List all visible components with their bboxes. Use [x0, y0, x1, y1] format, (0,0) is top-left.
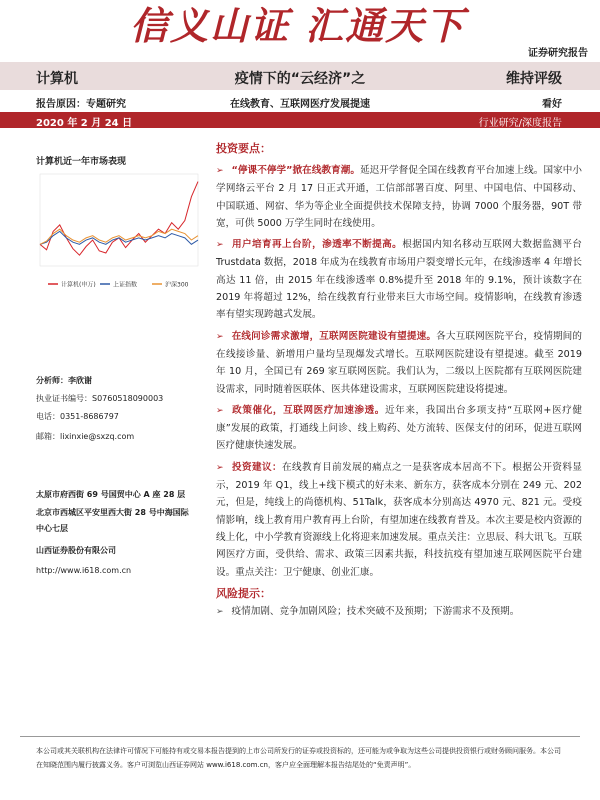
report-type-label: 证券研究报告 — [528, 48, 588, 59]
series-line-2 — [40, 229, 198, 244]
bullet-highlight: 政策催化，互联网医疗加速渗透。 — [231, 404, 385, 416]
disclaimer-text: 本公司或其关联机构在法律许可情况下可能持有或交易本报告提到的上市公司所发行的证券或投资标的，还可能为或争取为这些公司提供投资银行或财务顾问服务。本公司在知晓范围内履行披露义务。客户可浏览山西证券网站 www.i618.com.cn，客户应全面理解本报告结尾处的“免责声明”。 — [36, 747, 561, 769]
legend-label-0: 计算机(申万) — [61, 281, 96, 289]
bullet-highlight: 投资建议： — [231, 461, 283, 473]
doc-type-label: 行业研究/深度报告 — [478, 118, 562, 129]
address-beijing: 北京市西城区平安里西大街 28 号中海国际中心七层 — [36, 508, 189, 533]
bullet-text: 在线教育目前发展的痛点之一是获客成本居高不下。根据公开资料显示，2019 年 Q1，线上+线下模式的好未来、新东方，获客成本分别在 249 元、202 元，但是，纯线上的尚德机构、51Talk，获客成本分别高达 4970 元、821 元。受疫情影响，线上教育用户教育再上台阶，有望加速在线教育普及。本次主要是校内资源的线上化，中小学教育资源线上化将迎来加速发展。重点关注：立思辰、科大讯飞。互联网医疗方面，受供给、需求、政策三因素共振，科技抗疫有望加速互联网医院平台建设。重点关注：卫宁健康、创业汇康。 — [216, 461, 582, 578]
risk-text: 疫情加剧、竞争加剧风险；技术突破不及预期；下游需求不及预期。 — [231, 605, 520, 617]
analyst-name: 分析师：李欣谢 — [36, 376, 92, 385]
arrow-icon: ➢ — [216, 331, 224, 342]
bullet-point — [216, 459, 582, 581]
rating-label: 维持评级 — [506, 71, 562, 87]
risk-title: 风险提示： — [216, 586, 271, 600]
report-date: 2020 年 2 月 24 日 — [36, 118, 133, 129]
chart-title: 计算机近一年市场表现 — [36, 157, 127, 167]
arrow-icon: ➢ — [216, 405, 224, 416]
series-line-0 — [40, 182, 198, 256]
outlook-label: 看好 — [542, 99, 562, 110]
bullet-point — [216, 402, 582, 455]
legend-label-2: 沪深300 — [165, 281, 189, 289]
report-reason: 报告原因：专题研究 — [36, 99, 126, 110]
bullet-text: 近年来，我国出台多项支持“互联网+医疗健康”发展的政策，打通线上问诊、线上购药、处方流转、医保支付的闭环，促进互联网医疗健康快速发展。 — [216, 404, 582, 452]
arrow-icon: ➢ — [216, 462, 224, 473]
key-points-title: 投资要点： — [216, 142, 271, 155]
footer-divider — [20, 736, 580, 737]
report-title: 疫情下的“云经济”之 — [234, 71, 366, 87]
market-performance-chart — [34, 166, 204, 296]
company-name: 山西证券股份有限公司 — [36, 546, 116, 555]
email-address: 邮箱：lixinxie@sxzq.com — [36, 432, 135, 441]
certificate-number: 执业证书编号：S0760518090003 — [36, 394, 164, 403]
bullet-highlight: 用户培育再上台阶，渗透率不断提高。 — [231, 239, 403, 251]
risk-bullet — [216, 603, 582, 621]
main-content — [216, 140, 582, 625]
bullet-point — [216, 328, 582, 398]
bullet-point — [216, 236, 582, 323]
phone-number: 电话：0351-8686797 — [36, 412, 119, 421]
arrow-icon: ➢ — [216, 606, 224, 617]
bullet-highlight: “停课不停学”掀在线教育潮。 — [231, 165, 361, 176]
chart-frame — [40, 174, 198, 266]
bullet-text: 延迟开学督促全国在线教育平台加速上线。国家中小学网络云平台 2 月 17 日正式开通，工信部部署百度、阿里、中国电信、中国移动、中国联通、网宿、华为等企业全面提供技术保障支持，协调 7000 个服务器，90T 带宽，可供 5000 万学生同时在线使用。 — [216, 165, 582, 229]
bullet-text: 各大互联网医院平台，疫情期间的在线接诊量、新增用户量均呈现爆发式增长。互联网医院建设有望提速。截至 2019 年 10 月，全国已有 269 家互联网医院。我们认为，二级以上医院都有互联网医院建设需求，同时随着医联体、医共体建设需求，互联网医院建设将提速。 — [216, 330, 583, 395]
bullet-point — [216, 162, 582, 232]
sector-label: 计算机 — [36, 71, 78, 87]
bullet-text: 根据国内知名移动互联网大数据监测平台 Trustdata 数据，2018 年成为在线教育市场用户裂变增长元年，在线渗透率 4 年增长高达 11 倍，由 2015 年在线渗透率 0.8%提升至 2018 年的 9.1%，预计该数字在 2019 年将超过 12%，给在线教育行业带来巨大市场空间。疫情影响，在线教育渗透率有望实现跨越式发展。 — [216, 239, 583, 321]
arrow-icon: ➢ — [216, 240, 224, 251]
logo: 信义山证 汇通天下 — [130, 3, 466, 48]
legend-label-1: 上证指数 — [113, 281, 138, 289]
bullet-highlight: 在线问诊需求激增，互联网医院建设有望提速。 — [231, 330, 437, 342]
address-taiyuan: 太原市府西街 69 号国贸中心 A 座 28 层 — [36, 490, 186, 499]
report-subtitle: 在线教育、互联网医疗发展提速 — [230, 99, 370, 110]
arrow-icon: ➢ — [216, 166, 224, 176]
website-link[interactable]: http://www.i618.com.cn — [36, 566, 132, 575]
